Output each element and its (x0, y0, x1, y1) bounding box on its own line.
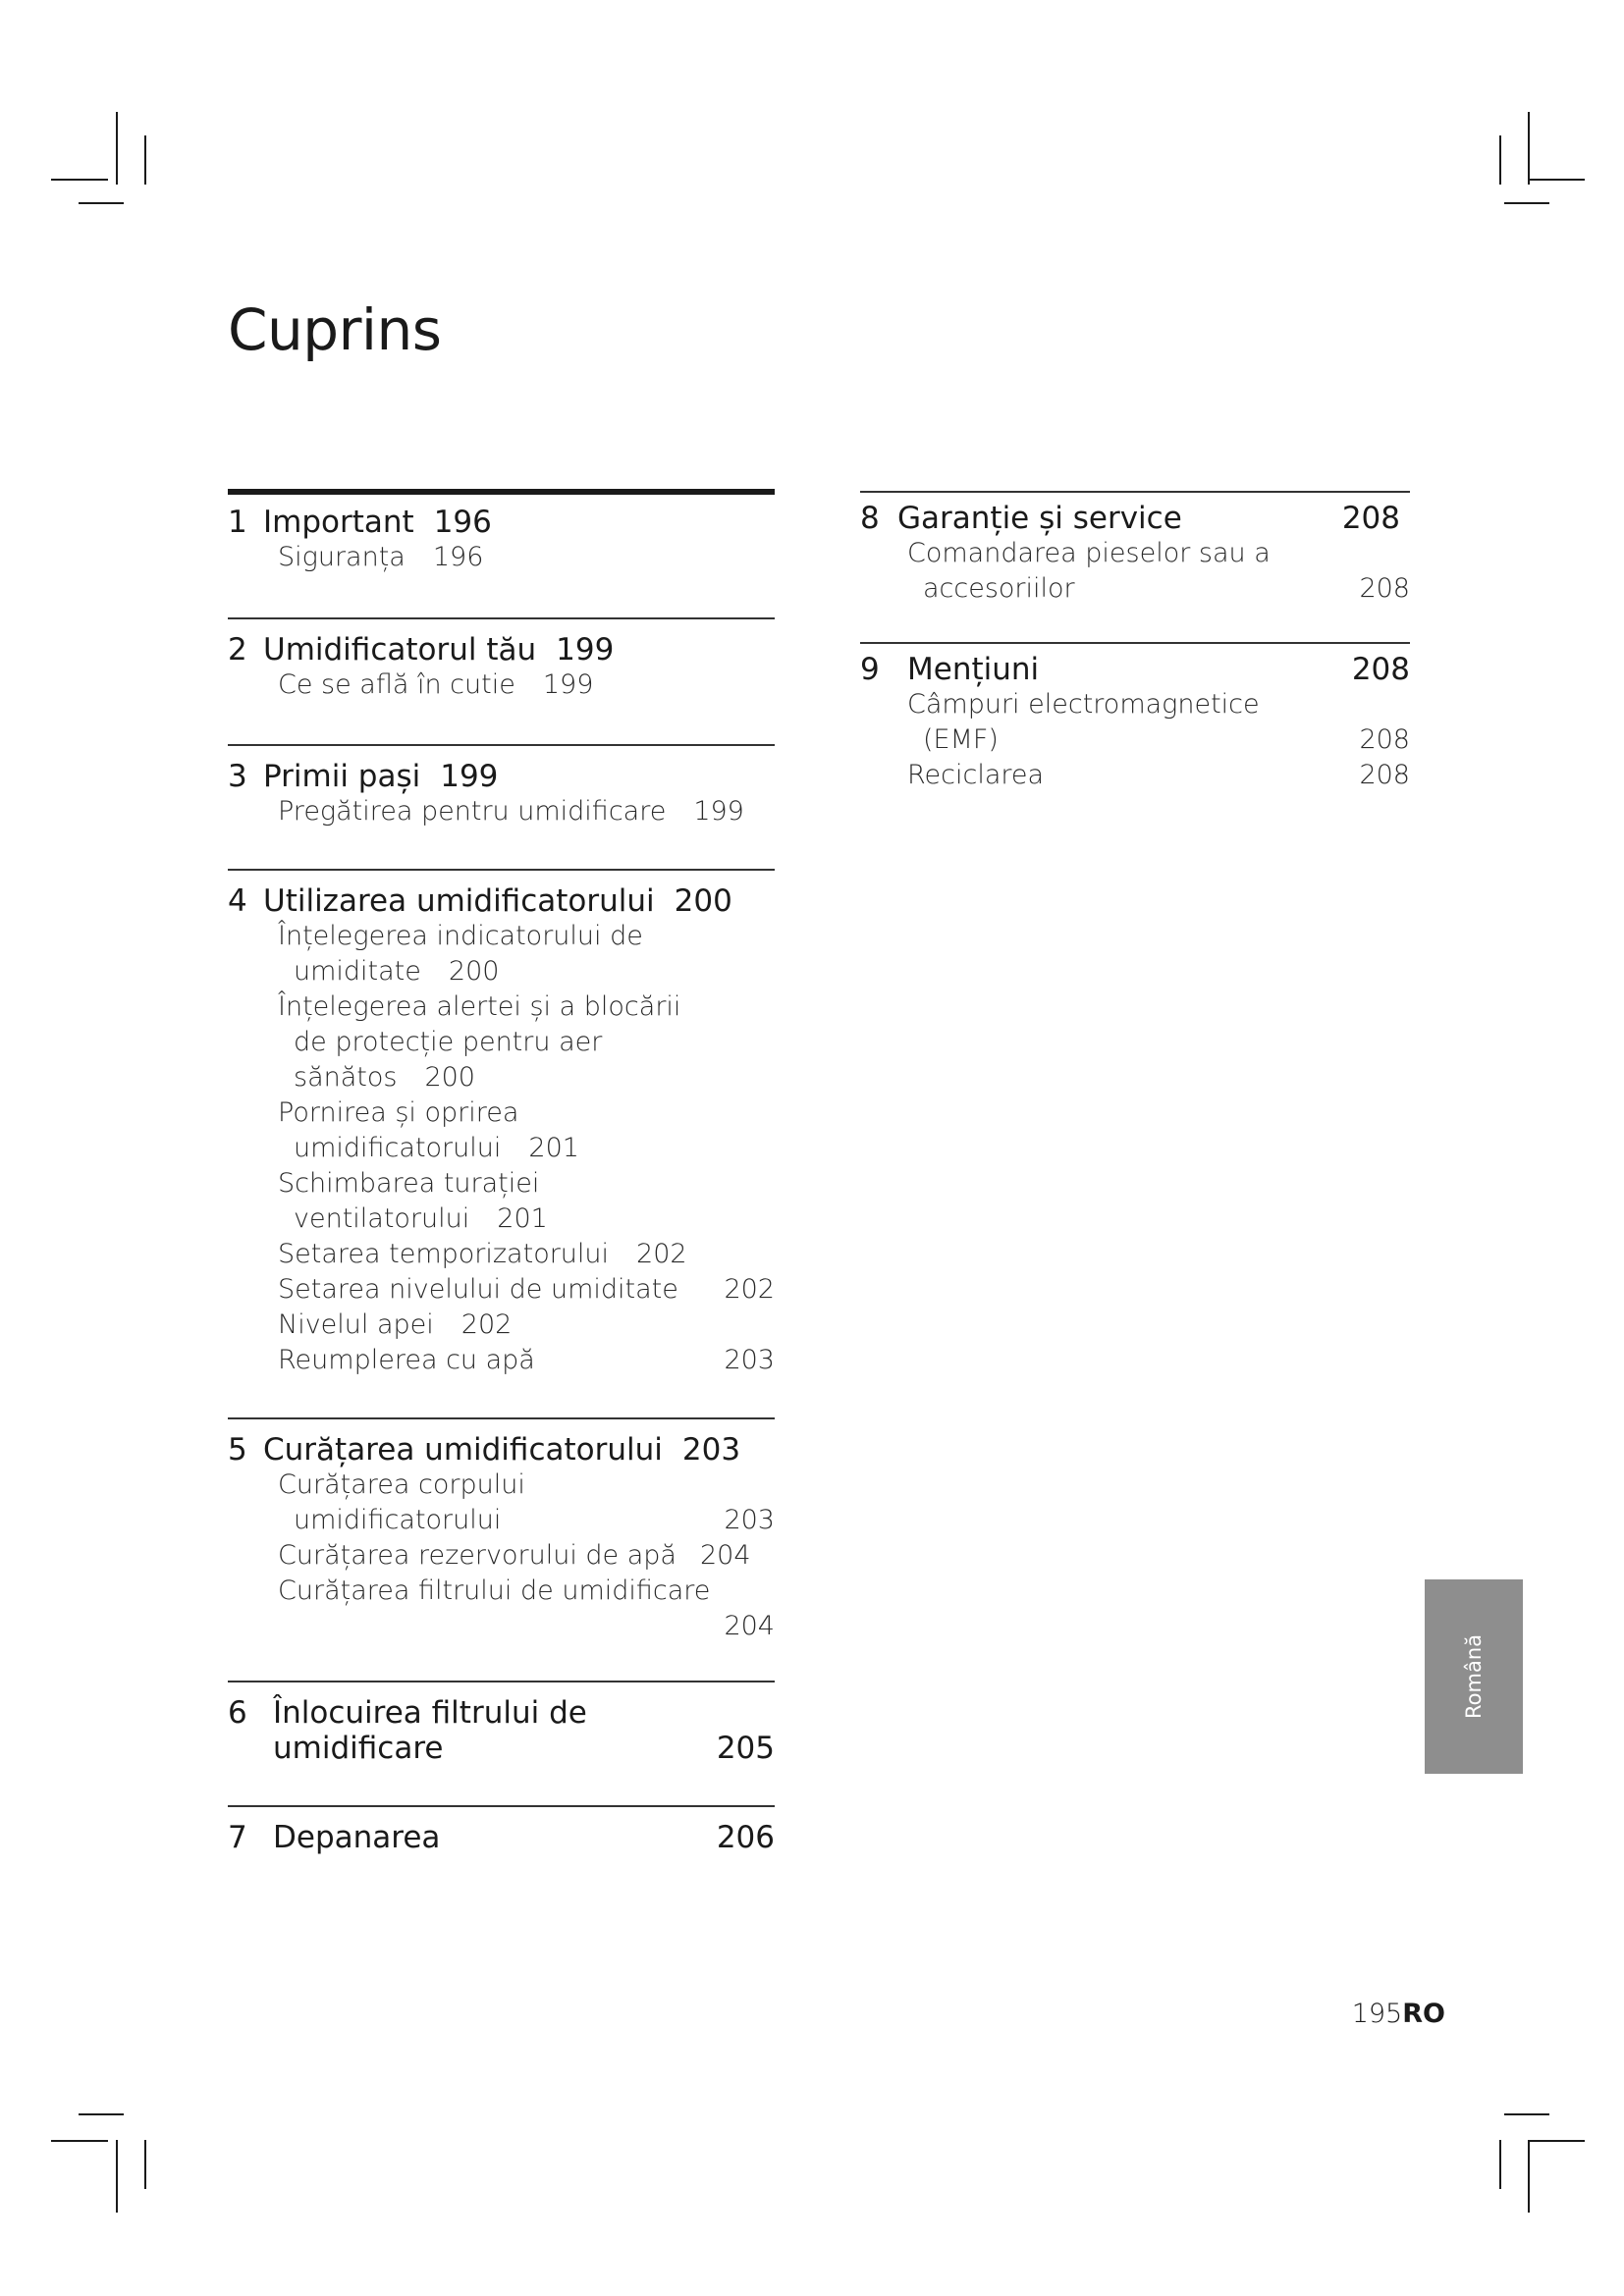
toc-entry[interactable] (228, 1272, 775, 1308)
entry-title: Înțelegerea indicatorului de (278, 921, 643, 951)
entry-page: 199 (542, 669, 594, 700)
entry-page: 202 (460, 1309, 513, 1340)
chapter-number: 9 (860, 652, 880, 687)
language-tab (1425, 1579, 1523, 1774)
entry-title: Pregătirea pentru umidificare (278, 796, 667, 827)
chapter-number: 2 (228, 632, 247, 667)
entry-title-cont: sănătos (294, 1062, 398, 1093)
chapter-heading[interactable] (228, 1695, 775, 1766)
chapter-number: 3 (228, 759, 247, 794)
toc-entry[interactable] (228, 919, 775, 989)
chapter-number: 4 (228, 883, 247, 919)
entry-page: 204 (699, 1540, 751, 1571)
entry-title: Înțelegerea alertei și a blocării (278, 991, 681, 1022)
entry-title: Setarea nivelului de umiditate (278, 1274, 678, 1305)
chapter-title-cont: umidificare (273, 1731, 444, 1766)
chapter-page: 200 (674, 883, 732, 919)
toc-entry[interactable] (860, 536, 1410, 607)
entry-page: 199 (693, 796, 744, 827)
entry-page: 204 (724, 1611, 775, 1641)
entry-title-cont: de protecție pentru aer (294, 1027, 603, 1057)
entry-page: 203 (724, 1505, 775, 1535)
toc-section-3 (228, 744, 775, 869)
entry-title: Nivelul apei (278, 1309, 434, 1340)
chapter-title: Important (263, 505, 414, 540)
entry-page: 208 (1359, 724, 1410, 755)
entry-title: Reciclarea (907, 760, 1045, 790)
toc-entry[interactable] (228, 540, 775, 575)
chapter-number: 1 (228, 505, 247, 540)
entry-page: 208 (1359, 760, 1410, 790)
entry-title-cont: umidificatorului (294, 1133, 502, 1163)
chapter-number: 5 (228, 1432, 247, 1468)
toc-entry[interactable] (228, 989, 775, 1095)
toc-section-7 (228, 1805, 775, 1855)
entry-title: Reumplerea cu apă (278, 1345, 535, 1375)
chapter-page: 203 (681, 1432, 741, 1468)
entry-page: 203 (724, 1345, 775, 1375)
toc-entry[interactable] (228, 1538, 775, 1574)
toc-section-6 (228, 1681, 775, 1805)
entry-title: Curățarea filtrului de umidificare (278, 1575, 711, 1606)
chapter-title: Garanție și service (897, 501, 1182, 536)
chapter-page: 205 (716, 1731, 775, 1766)
entry-title: Ce se află în cutie (278, 669, 515, 700)
entry-page: 202 (636, 1239, 687, 1269)
toc-entry[interactable] (228, 1343, 775, 1378)
chapter-title: Mențiuni (907, 652, 1040, 687)
entry-title-cont: umidificatorului (294, 1505, 502, 1535)
toc-entry[interactable] (228, 794, 775, 829)
toc-entry[interactable] (860, 687, 1410, 758)
chapter-page: 208 (1341, 501, 1400, 536)
entry-page: 202 (724, 1274, 775, 1305)
chapter-number: 6 (228, 1695, 247, 1731)
chapter-page: 208 (1351, 652, 1410, 687)
chapter-title: Înlocuirea filtrului de (273, 1695, 587, 1731)
chapter-page: 196 (433, 505, 492, 540)
entry-page: 201 (497, 1203, 548, 1234)
entry-page: 201 (528, 1133, 579, 1163)
toc-left-column (228, 489, 775, 1855)
chapter-heading[interactable] (228, 759, 775, 794)
entry-title-cont: ventilatorului (294, 1203, 470, 1234)
chapter-heading[interactable] (228, 505, 775, 540)
toc-section-2 (228, 617, 775, 744)
entry-page: 200 (448, 956, 500, 987)
page-number-value: 195 (1351, 1999, 1403, 2029)
chapter-heading[interactable] (228, 1820, 775, 1855)
chapter-page: 199 (556, 632, 615, 667)
entry-title: Siguranța (278, 542, 406, 572)
entry-title: Setarea temporizatorului (278, 1239, 610, 1269)
toc-entry[interactable] (860, 758, 1410, 793)
chapter-number: 8 (860, 501, 880, 536)
chapter-heading[interactable] (228, 883, 775, 919)
toc-entry[interactable] (228, 1468, 775, 1538)
toc-entry[interactable] (228, 1308, 775, 1343)
entry-title: Pornirea și oprirea (278, 1097, 519, 1128)
toc-section-4 (228, 869, 775, 1417)
entry-title-cont: accesoriilor (923, 573, 1075, 604)
entry-title: Schimbarea turației (278, 1168, 540, 1199)
toc-section-5 (228, 1417, 775, 1681)
toc-section-1 (228, 489, 775, 617)
toc-section-9 (860, 642, 1410, 793)
page-lang-code: RO (1402, 1999, 1445, 2029)
toc-right-column (860, 491, 1410, 793)
chapter-heading[interactable] (860, 652, 1410, 687)
page-title: Cuprins (228, 296, 442, 363)
chapter-title: Depanarea (273, 1820, 441, 1855)
toc-entry[interactable] (228, 1166, 775, 1237)
page-number (1352, 1999, 1445, 2029)
chapter-title: Utilizarea umidificatorului (263, 883, 655, 919)
toc-entry[interactable] (228, 1574, 775, 1644)
toc-section-8 (860, 491, 1410, 642)
entry-title: Comandarea pieselor sau a (907, 538, 1271, 568)
toc-entry[interactable] (228, 1095, 775, 1166)
entry-title: Curățarea rezervorului de apă (278, 1540, 677, 1571)
chapter-number: 7 (228, 1820, 247, 1855)
chapter-title: Curățarea umidificatorului (263, 1432, 663, 1468)
entry-title: Câmpuri electromagnetice (907, 689, 1260, 720)
chapter-heading[interactable] (228, 632, 775, 667)
toc-entry[interactable] (228, 1237, 775, 1272)
toc-entry[interactable] (228, 667, 775, 703)
language-tab-label: Română (1462, 1634, 1486, 1719)
entry-page: 196 (432, 542, 484, 572)
chapter-page: 199 (440, 759, 499, 794)
chapter-page: 206 (716, 1820, 775, 1855)
chapter-title: Umidificatorul tău (263, 632, 537, 667)
entry-title-cont: umiditate (294, 956, 421, 987)
entry-title-cont: (EMF) (923, 724, 999, 755)
chapter-heading[interactable] (860, 501, 1410, 536)
entry-page: 208 (1359, 573, 1410, 604)
entry-page: 200 (424, 1062, 475, 1093)
entry-title: Curățarea corpului (278, 1469, 525, 1500)
chapter-title: Primii pași (263, 759, 421, 794)
chapter-heading[interactable] (228, 1432, 775, 1468)
